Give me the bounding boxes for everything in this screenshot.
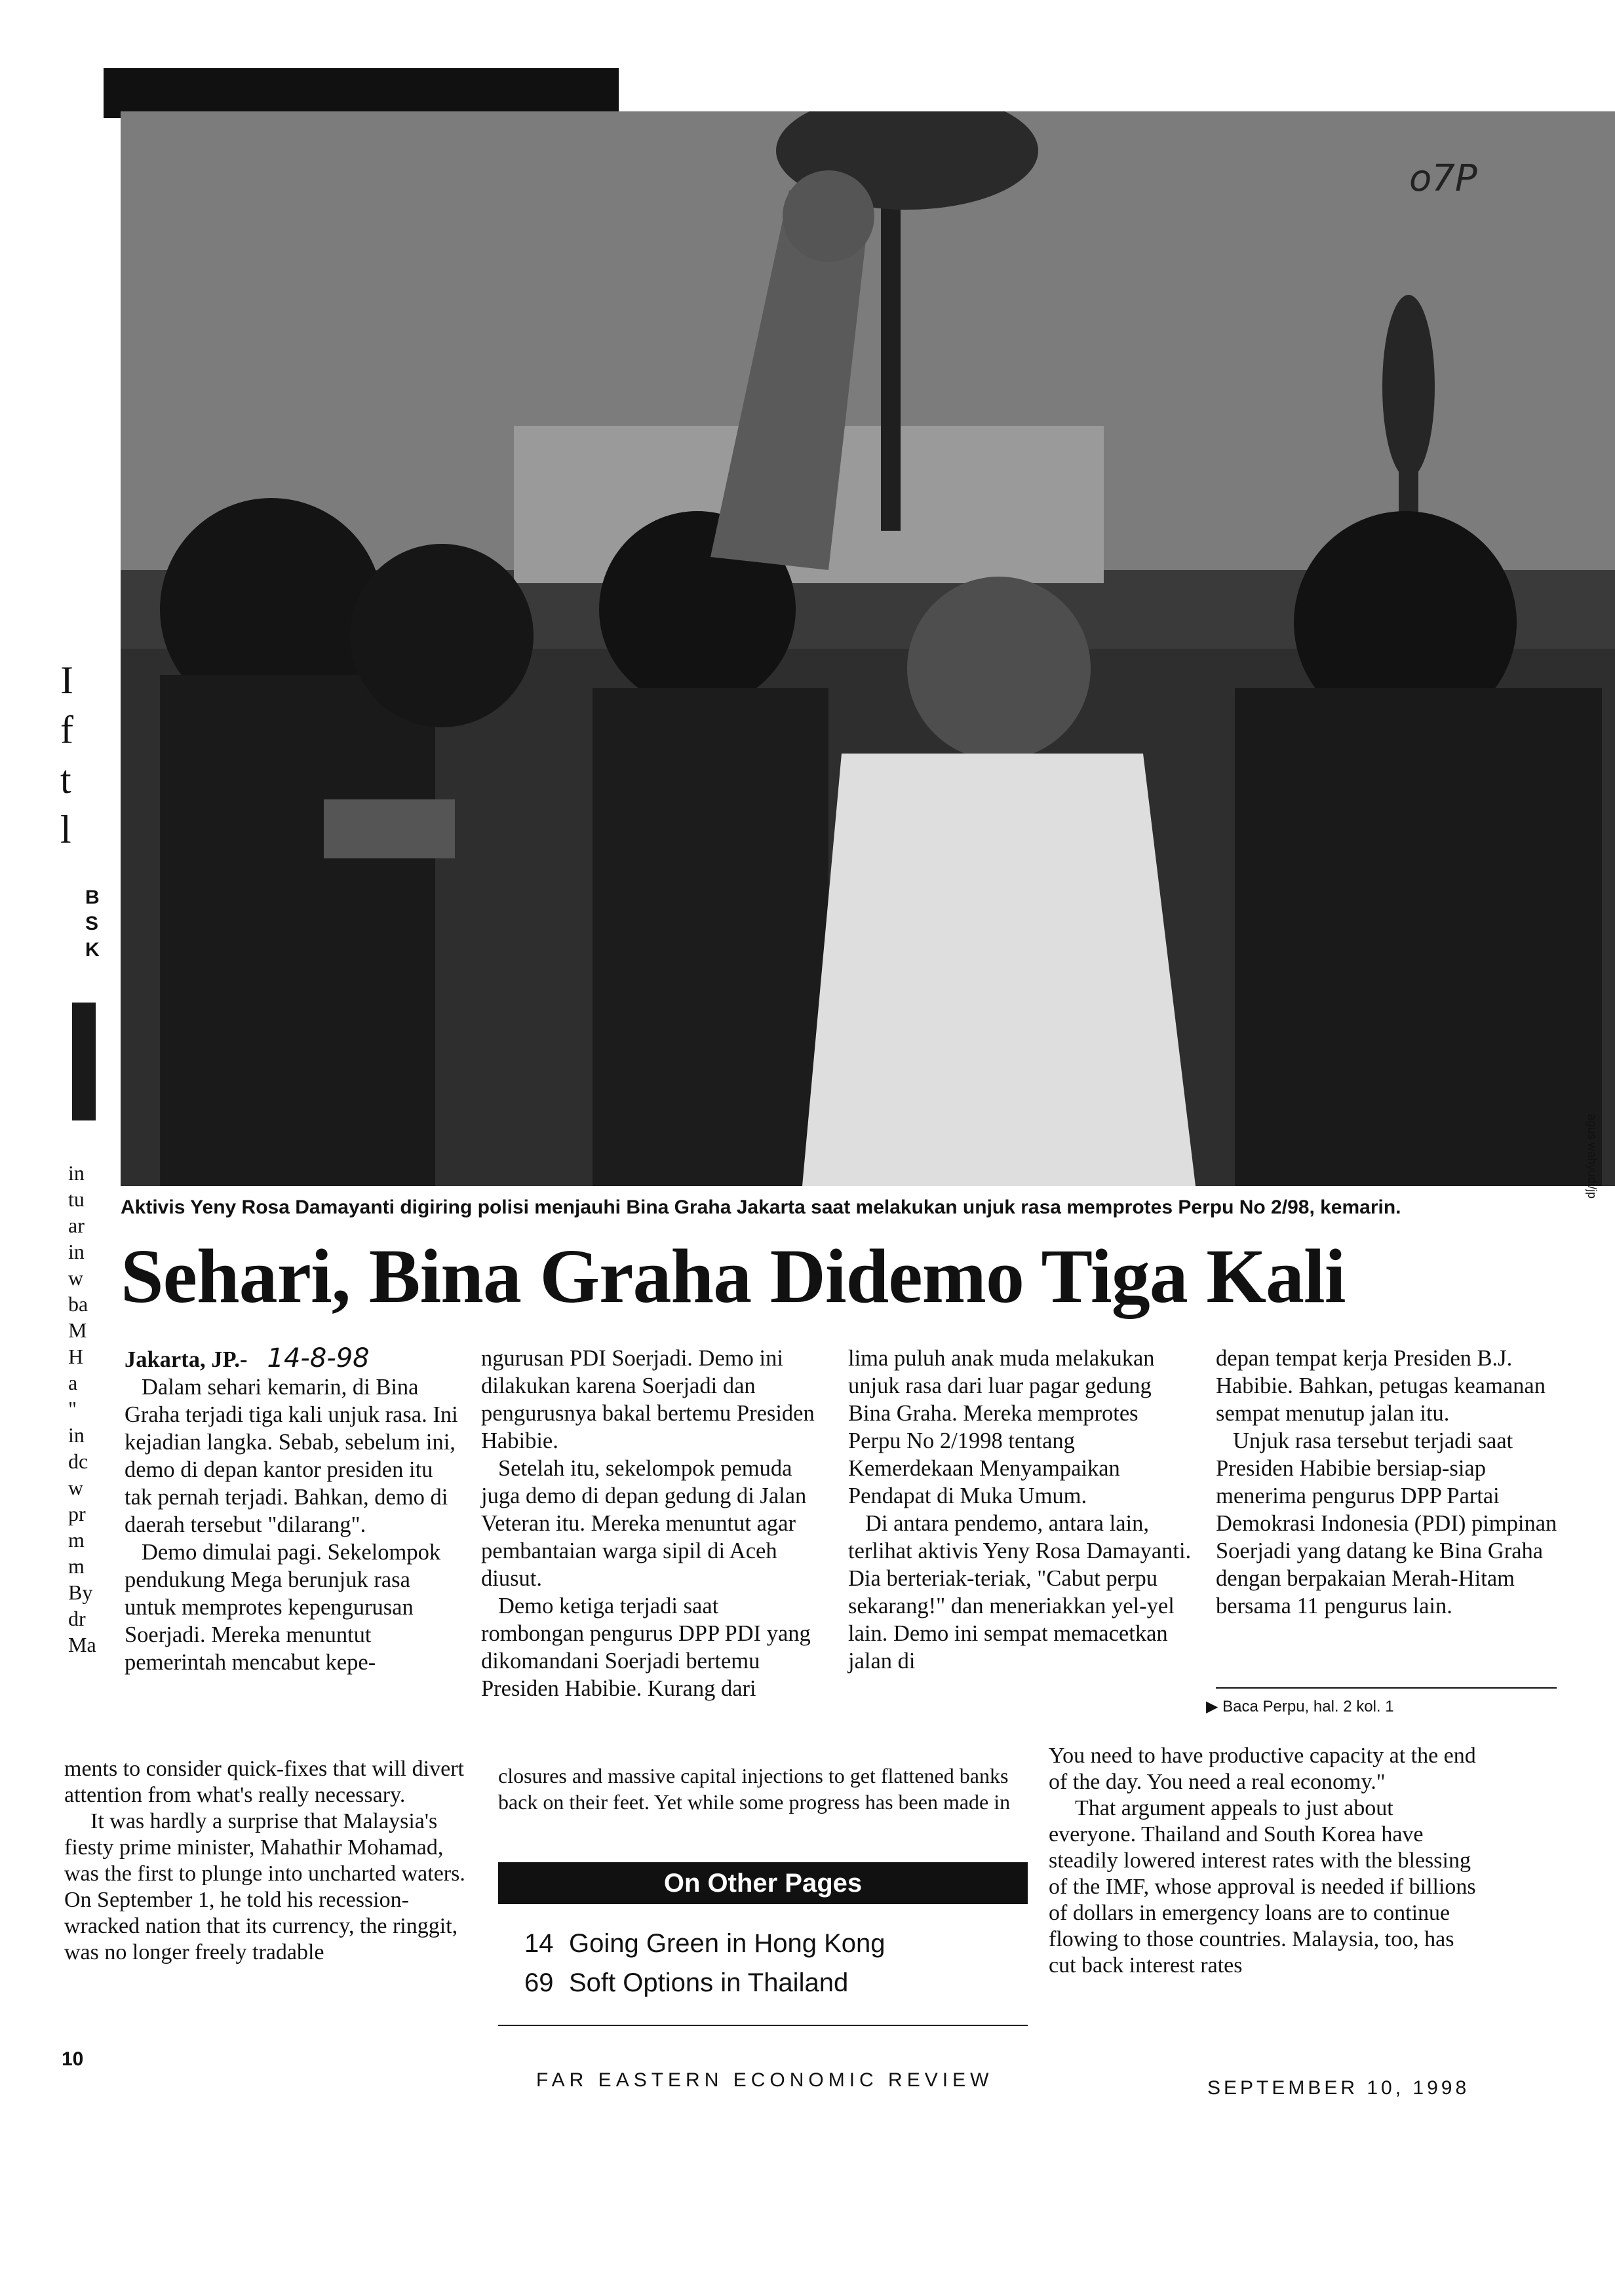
article-column-2: [481, 1345, 822, 1702]
fragment: f: [60, 708, 73, 752]
fragment: in: [68, 1161, 85, 1185]
fragment: w: [68, 1476, 84, 1499]
handwritten-mark: o7P: [1409, 157, 1477, 200]
paragraph: You need to have productive capacity at the end of the day. You need a real economy.": [1049, 1744, 1476, 1794]
fragment: a: [68, 1371, 78, 1394]
fragment: t: [60, 758, 71, 801]
fragment: in: [68, 1240, 85, 1263]
article-column-1: [125, 1345, 465, 1676]
paragraph: Di antara pendemo, antara lain, terlihat aktivis Yeny Rosa Damayanti. Dia berteriak-teriak, "Cabut perpu sekarang!" dan meneriakkan yel-yel lain. Demo ini sempat memacetkan jalan di: [848, 1511, 1192, 1674]
paragraph: lima puluh anak muda melakukan unjuk rasa dari luar pagar gedung Bina Graha. Mereka memprotes Perpu No 2/1998 tentang Kemerdekaan Menyampaikan Pendapat di Muka Umum.: [848, 1346, 1155, 1508]
paragraph: Dalam sehari kemarin, di Bina Graha terjadi tiga kali unjuk rasa. Ini kejadian langka. Sebab, sebelum ini, demo di depan kantor presiden itu tak pernah terjadi. Bahkan, demo di daerah tersebut "dilarang".: [125, 1375, 458, 1537]
feer-column-3: [1049, 1743, 1479, 1979]
publication-date: SEPTEMBER 10, 1998: [1207, 2077, 1470, 2099]
paragraph: That argument appeals to just about everyone. Thailand and South Korea have steadily lowered interest rates with the blessing of the IMF, whose approval is needed if billions of dollars in emergency loans are to continue flowing to those countries. Malaysia, too, has cut back interest rates: [1049, 1796, 1476, 1978]
fragment: M: [68, 1318, 87, 1342]
article-column-4: [1216, 1345, 1563, 1620]
fragment: dr: [68, 1607, 86, 1630]
fragment: m: [68, 1554, 85, 1578]
fragment: ": [68, 1397, 77, 1421]
paragraph: ngurusan PDI Soerjadi. Demo ini dilakukan karena Soerjadi dan pengurusnya bakal bertemu Presiden Habibie.: [481, 1346, 815, 1453]
margin-fragment-bsk: [85, 885, 100, 963]
fragment: K: [85, 939, 100, 961]
margin-fragment-column: [68, 1160, 96, 1658]
fragment: tu: [68, 1187, 85, 1211]
fragment: S: [85, 913, 99, 934]
fragment: B: [85, 887, 100, 908]
feer-column-1: [64, 1756, 477, 1966]
fragment: in: [68, 1423, 85, 1447]
fragment: Ma: [68, 1633, 96, 1656]
paragraph: Unjuk rasa tersebut terjadi saat Presiden Habibie bersiap-siap menerima pengurus DPP Partai Demokrasi Indonesia (PDI) pimpinan Soerjadi yang datang ke Bina Graha dengan berpakaian Merah-Hitam bersama 11 pengurus lain.: [1216, 1428, 1557, 1618]
news-photo: [121, 111, 1615, 1186]
continued-marker: ▶ Baca Perpu, hal. 2 kol. 1: [1206, 1698, 1394, 1715]
fragment: dc: [68, 1449, 88, 1473]
masthead-bar: [104, 68, 619, 118]
article-column-3: [848, 1345, 1196, 1675]
column-rule: [1216, 1687, 1557, 1689]
fragment: pr: [68, 1502, 86, 1525]
other-pages-list: [524, 1924, 885, 2002]
photo-illustration: [121, 111, 1615, 1186]
page-ref-title: Soft Options in Thailand: [569, 1968, 849, 1997]
handwritten-date: 14-8-98: [267, 1343, 370, 1373]
page-ref: 14: [524, 1929, 554, 1958]
fragment: ba: [68, 1292, 88, 1316]
cropped-photo-edge: [72, 1003, 96, 1120]
paragraph: closures and massive capital injections to get flattened banks back on their feet. Yet while some progress has been made in: [498, 1764, 1011, 1814]
fragment: I: [60, 659, 73, 702]
page-ref-title: Going Green in Hong Kong: [569, 1929, 885, 1958]
dateline: [125, 1345, 465, 1373]
other-pages-header: On Other Pages: [498, 1862, 1028, 1904]
article-headline: Sehari, Bina Graha Didemo Tiga Kali: [121, 1233, 1346, 1319]
page-ref: 69: [524, 1968, 554, 1997]
paragraph: Demo dimulai pagi. Sekelompok pendukung Mega berunjuk rasa untuk memprotes kepengurusan Soerjadi. Mereka menuntut pemerintah mencabut kepe-: [125, 1540, 441, 1675]
publication-name: FAR EASTERN ECONOMIC REVIEW: [536, 2069, 994, 2091]
photo-credit: agus wahyudi/jp: [1586, 1114, 1599, 1199]
feer-column-2: [498, 1763, 1028, 1815]
photo-caption: Aktivis Yeny Rosa Damayanti digiring polisi menjauhi Bina Graha Jakarta saat melakukan unjuk rasa memprotes Perpu No 2/98, kemarin.: [121, 1196, 1401, 1218]
page-number: 10: [62, 2048, 84, 2070]
fragment: m: [68, 1528, 85, 1552]
margin-fragment-letters: [60, 655, 73, 854]
fragment: ar: [68, 1214, 85, 1237]
fragment: w: [68, 1266, 84, 1290]
paragraph: depan tempat kerja Presiden B.J. Habibie. Bahkan, petugas keamanan sempat menutup jalan itu.: [1216, 1346, 1546, 1426]
paragraph: It was hardly a surprise that Malaysia's fiesty prime minister, Mahathir Mohamad, was the first to plunge into uncharted waters. On September 1, he told his recession-wracked nation that its currency, the ringgit, was no longer freely tradable: [64, 1809, 465, 1964]
other-pages-item[interactable]: [524, 1924, 885, 1963]
paragraph: Setelah itu, sekelompok pemuda juga demo di depan gedung di Jalan Veteran itu. Mereka menuntut agar pembantaian warga sipil di Aceh diusut.: [481, 1456, 807, 1591]
fragment: H: [68, 1345, 84, 1368]
fragment: l: [60, 808, 71, 851]
other-pages-item[interactable]: [524, 1963, 885, 2002]
paragraph: ments to consider quick-fixes that will divert attention from what's really necessary.: [64, 1757, 464, 1807]
other-pages-rule: [498, 2025, 1028, 2026]
fragment: By: [68, 1580, 93, 1604]
paragraph: Demo ketiga terjadi saat rombongan pengurus DPP PDI yang dikomandani Soerjadi bertemu Presiden Habibie. Kurang dari: [481, 1594, 811, 1701]
dateline-text: Jakarta, JP.-: [125, 1347, 248, 1372]
